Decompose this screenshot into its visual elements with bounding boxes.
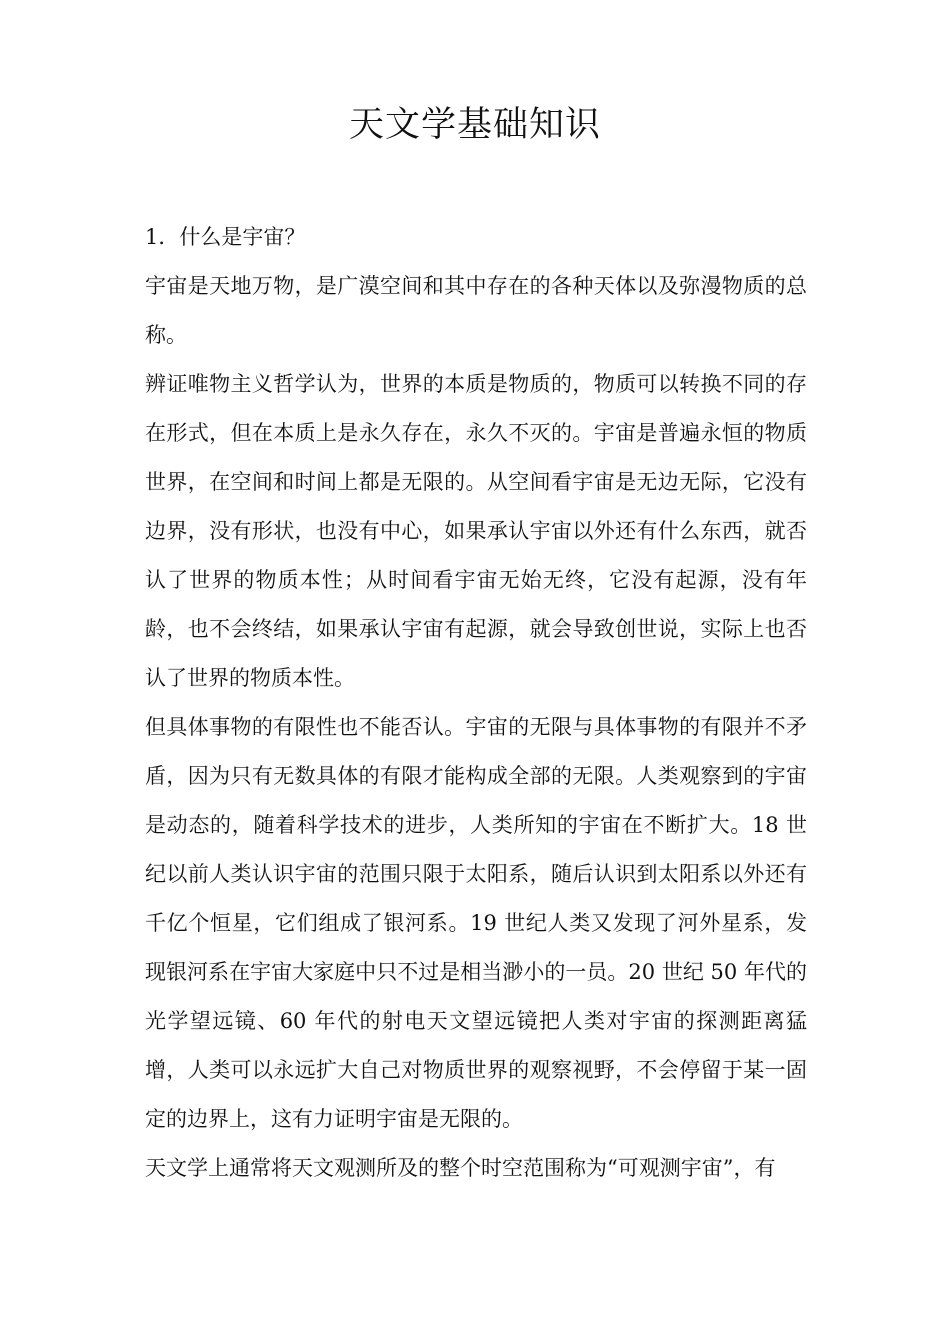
document-title: 天文学基础知识: [348, 105, 601, 145]
paragraph-finite-infinite: 但具体事物的有限性也不能否认。宇宙的无限与具体事物的有限并不矛盾，因为只有无数具体的有限才能构成全部的无限。人类观察到的宇宙是动态的，随着科学技术的进步，人类所知的宇宙在不断扩大。18 世纪以前人类认识宇宙的范围只限于太阳系，随后认识到太阳系以外还有千亿个恒星，它们组成了银河系。19 世纪人类又发现了河外星系，发现银河系在宇宙大家庭中只不过是相当渺小的一员。20 世纪 50 年代的光学望远镜、60 年代的射电天文望远镜把人类对宇宙的探测距离猛增，人类可以永远扩大自己对物质世界的观察视野，不会停留于某一固定的边界上，这有力证明宇宙是无限的。: [145, 715, 807, 1131]
paragraph-definition: 宇宙是天地万物，是广漠空间和其中存在的各种天体以及弥漫物质的总称。: [145, 274, 807, 347]
paragraph-observable-universe: 天文学上通常将天文观测所及的整个时空范围称为“可观测宇宙”，有: [145, 1156, 776, 1180]
document-body: [145, 213, 807, 1193]
question-heading: 1．什么是宇宙？: [145, 225, 306, 249]
paragraph-philosophy: 辨证唯物主义哲学认为，世界的本质是物质的，物质可以转换不同的存在形式，但在本质上是永久存在，永久不灭的。宇宙是普遍永恒的物质世界，在空间和时间上都是无限的。从空间看宇宙是无边无际，它没有边界，没有形状，也没有中心，如果承认宇宙以外还有什么东西，就否认了世界的物质本性；从时间看宇宙无始无终，它没有起源，没有年龄，也不会终结，如果承认宇宙有起源，就会导致创世说，实际上也否认了世界的物质本性。: [145, 372, 807, 690]
